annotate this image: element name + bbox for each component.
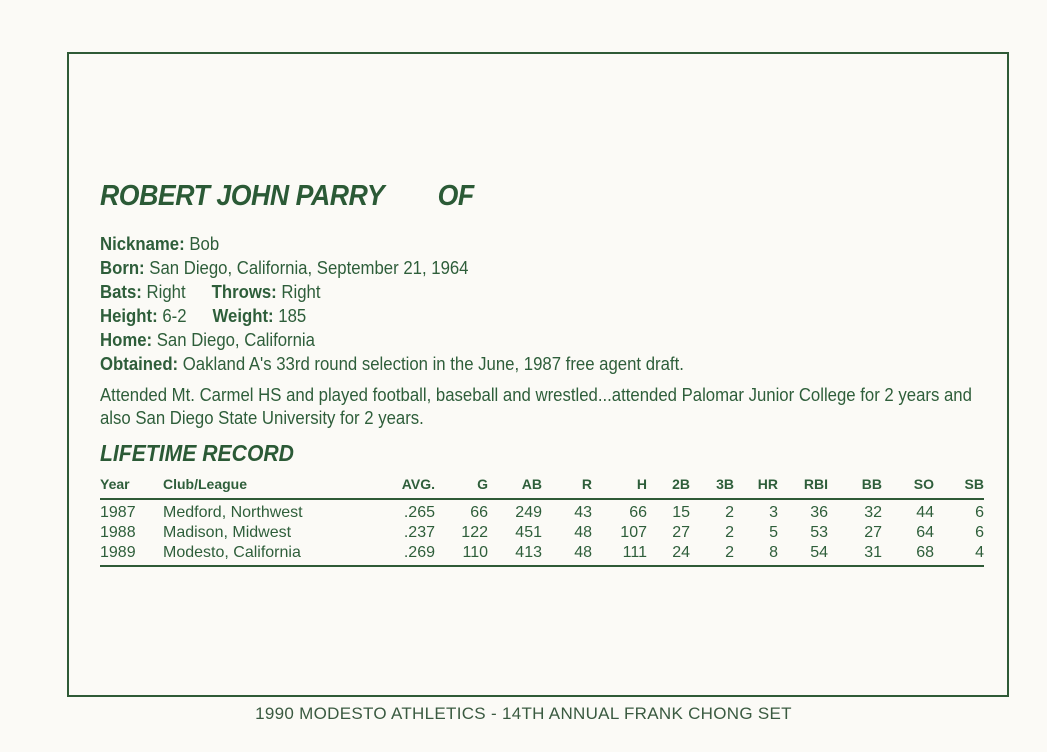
cell-year: 1988 (100, 524, 136, 541)
cell-3b: 2 (725, 544, 734, 561)
cell-rbi: 53 (810, 524, 828, 541)
home-label: Home: (100, 330, 153, 350)
col-header-year: Year (100, 476, 130, 492)
cell-hr: 5 (769, 524, 778, 541)
table-bottom-rule (100, 565, 984, 567)
cell-sb: 4 (975, 544, 984, 561)
cell-h: 66 (629, 504, 647, 521)
cell-so: 44 (916, 504, 934, 521)
nickname-value: Bob (189, 234, 220, 254)
cell-sb: 6 (975, 524, 984, 541)
cell-g: 66 (470, 504, 488, 521)
cell-3b: 2 (725, 504, 734, 521)
player-name: ROBERT JOHN PARRY (100, 180, 385, 212)
cell-avg: .269 (403, 544, 435, 561)
player-position: OF (437, 180, 474, 212)
header-rule (100, 498, 984, 500)
cell-2b: 24 (672, 544, 690, 561)
cell-avg: .265 (403, 504, 435, 521)
nickname-line (100, 232, 928, 256)
cell-hr: 3 (769, 504, 778, 521)
set-footer: 1990 MODESTO ATHLETICS - 14TH ANNUAL FRANK CHONG SET (255, 704, 792, 723)
col-header-rbi: RBI (803, 476, 828, 492)
cell-h: 111 (622, 544, 647, 561)
table-row (100, 504, 984, 524)
cell-club: Medford, Northwest (163, 504, 303, 521)
cell-so: 64 (916, 524, 934, 541)
born-line (100, 256, 928, 280)
cell-bb: 32 (864, 504, 882, 521)
table-row (100, 524, 984, 544)
bats-throws-line (100, 280, 928, 304)
col-header-bb: BB (861, 476, 882, 492)
home-line (100, 328, 928, 352)
nickname-label: Nickname: (100, 234, 185, 254)
col-header-3b: 3B (716, 476, 734, 492)
born-value: San Diego, California, September 21, 1964 (149, 258, 469, 278)
cell-ab: 249 (515, 504, 542, 521)
height-label: Height: (100, 306, 158, 326)
cell-r: 43 (574, 504, 592, 521)
obtained-value: Oakland A's 33rd round selection in the June, 1987 free agent draft. (182, 354, 684, 374)
cell-club: Modesto, California (163, 544, 301, 561)
cell-year: 1987 (100, 504, 136, 521)
cell-2b: 15 (672, 504, 690, 521)
cell-year: 1989 (100, 544, 136, 561)
cell-g: 122 (461, 524, 488, 541)
home-value: San Diego, California (156, 330, 315, 350)
born-label: Born: (100, 258, 145, 278)
col-header-sb: SB (964, 476, 984, 492)
col-header-hr: HR (757, 476, 778, 492)
col-header-r: R (581, 476, 592, 492)
cell-hr: 8 (769, 544, 778, 561)
height-weight-line (100, 304, 928, 328)
cell-avg: .237 (403, 524, 435, 541)
lifetime-record-title: LIFETIME RECORD (100, 440, 294, 466)
col-header-avg: AVG. (401, 476, 435, 492)
cell-rbi: 36 (810, 504, 828, 521)
cell-ab: 451 (515, 524, 542, 541)
height-value: 6-2 (162, 306, 187, 326)
col-header-ab: AB (521, 476, 542, 492)
cell-g: 110 (462, 544, 488, 561)
col-header-club: Club/League (163, 476, 248, 492)
col-header-h: H (636, 476, 647, 492)
col-header-2b: 2B (672, 476, 690, 492)
cell-r: 48 (574, 544, 592, 561)
obtained-line (100, 352, 928, 376)
player-heading (100, 180, 474, 213)
cell-so: 68 (916, 544, 934, 561)
player-info (100, 232, 990, 376)
bats-label: Bats: (100, 282, 142, 302)
col-header-g: G (477, 476, 488, 492)
cell-h: 107 (620, 524, 647, 541)
lifetime-stats-table (100, 476, 984, 567)
cell-2b: 27 (672, 524, 690, 541)
throws-label: Throws: (211, 282, 277, 302)
player-bio: Attended Mt. Carmel HS and played football, baseball and wrestled...attended Palomar Junior College for 2 years and also San Diego State University for 2 years. (100, 385, 972, 428)
weight-value: 185 (278, 306, 307, 326)
weight-label: Weight: (212, 306, 274, 326)
cell-club: Madison, Midwest (163, 524, 292, 541)
cell-bb: 31 (864, 544, 882, 561)
table-row (100, 544, 984, 564)
cell-sb: 6 (975, 504, 984, 521)
col-header-so: SO (913, 476, 934, 492)
table-header-row (100, 476, 984, 496)
cell-bb: 27 (864, 524, 882, 541)
cell-r: 48 (574, 524, 592, 541)
throws-value: Right (281, 282, 321, 302)
cell-3b: 2 (725, 524, 734, 541)
cell-rbi: 54 (810, 544, 828, 561)
cell-ab: 413 (515, 544, 542, 561)
obtained-label: Obtained: (100, 354, 179, 374)
bats-value: Right (146, 282, 186, 302)
